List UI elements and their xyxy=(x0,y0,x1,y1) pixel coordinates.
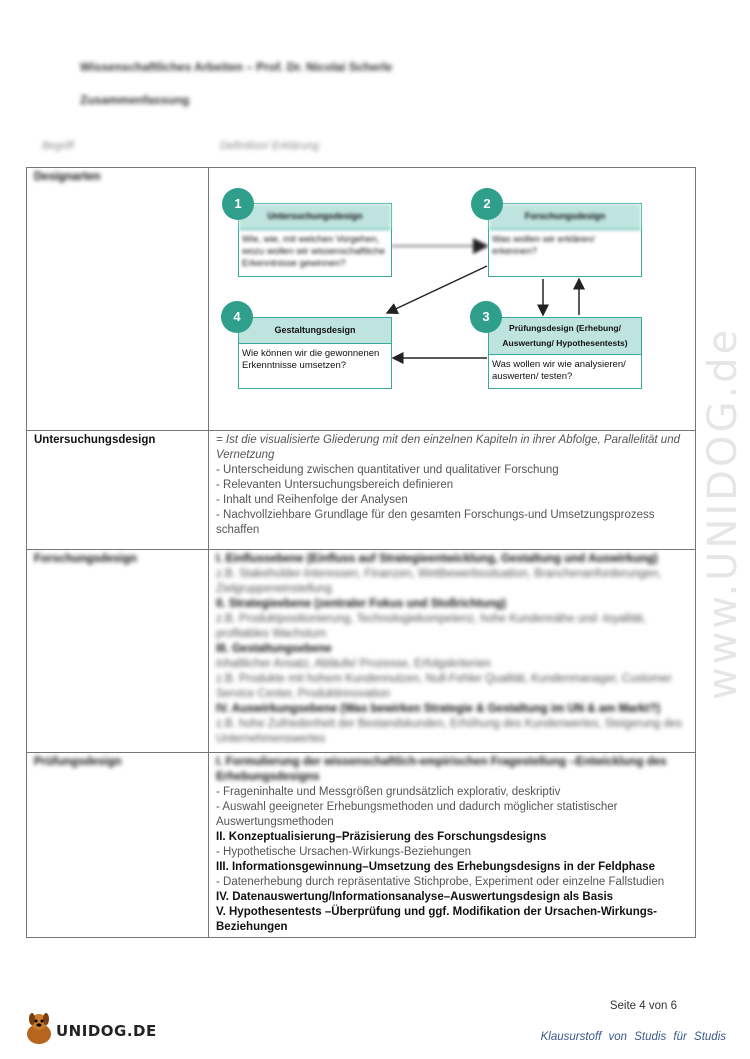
definition-line: z.B. Stakeholder-Interessen, Finanzen, Wettbewerbssituation, Branchenanforderungen, Zielgruppeneinstellung xyxy=(216,568,662,595)
definition-line: - Inhalt und Reihenfolge der Analysen xyxy=(216,494,408,506)
diagram-box-untersuchungsdesign xyxy=(238,203,392,277)
definition-line: V. Hypothesentests –Überprüfung und ggf. Modifikation der Ursachen-Wirkungs-Beziehungen xyxy=(216,906,657,933)
definition-line: I. Einflussebene (Einfluss auf Strategieentwicklung, Gestaltung und Auswirkung) xyxy=(216,553,658,565)
summary-table xyxy=(26,167,696,938)
row-definition-forschungsdesign xyxy=(209,550,696,753)
definition-line: - Datenerhebung durch repräsentative Stichprobe, Experiment oder einzelne Fallstudien xyxy=(216,876,665,888)
term-label: Prüfungsdesign xyxy=(34,756,122,768)
definition-line: - Auswahl geeigneter Erhebungsmethoden und dadurch möglicher statistischer Auswertungsmethoden xyxy=(216,801,618,828)
step-number-2: 2 xyxy=(471,188,503,220)
step-number-4: 4 xyxy=(221,301,253,333)
step-number-1: 1 xyxy=(222,188,254,220)
dog-icon xyxy=(22,1010,56,1048)
definition-line: III. Informationsgewinnung–Umsetzung des Erhebungsdesigns in der Feldphase xyxy=(216,861,655,873)
definition-line: = Ist die visualisierte Gliederung mit den einzelnen Kapiteln in ihrer Abfolge, Parallelität und Vernetzung xyxy=(216,434,680,461)
box-text: Wie, wie, mit welchen Vorgehen, wozu wollen wir wissenschaftliche Erkenntnisse gewinnen? xyxy=(242,234,386,269)
row-term-forschungsdesign xyxy=(27,550,209,753)
definition-line: - Nachvollziehbare Grundlage für den gesamten Forschungs-und Umsetzungsprozess schaffen xyxy=(216,509,655,536)
row-term-pruefungsdesign xyxy=(27,753,209,938)
definition-line: inhaltlicher Ansatz, Abläufe/ Prozesse, Erfolgskriterien xyxy=(216,658,491,670)
term-label: Designarten xyxy=(34,171,101,183)
definition-line: - Hypothetische Ursachen-Wirkungs-Beziehungen xyxy=(216,846,472,858)
column-header-definition: Definition/ Erklärung xyxy=(220,140,320,152)
page-number: Seite 4 von 6 xyxy=(609,1000,677,1012)
diagram-box-pruefungsdesign xyxy=(488,317,642,389)
row-definition-pruefungsdesign xyxy=(209,753,696,938)
definition-line: II. Konzeptualisierung–Präzisierung des Forschungsdesigns xyxy=(216,831,547,843)
table-row xyxy=(27,168,696,431)
box-title: Untersuchungsdesign xyxy=(239,204,391,230)
unidog-logo xyxy=(22,1010,157,1048)
definition-line: z.B. Produktpositionierung, Technologiekompetenz, hohe Kundennähe und -loyalität, profitables Wachstum xyxy=(216,613,647,640)
definition-line: - Unterscheidung zwischen quantitativer und qualitativer Forschung xyxy=(216,464,559,476)
definition-line: IV. Auswirkungsebene (Was bewirken Strategie & Gestaltung im UN & am Markt?) xyxy=(216,703,661,715)
box-text: Was wollen wir wie analysieren/ auswerten/ testen? xyxy=(492,359,626,382)
box-title: Gestaltungsdesign xyxy=(239,318,391,344)
watermark: www.UNIDOG.de xyxy=(700,326,746,700)
definition-line: z.B. hohe Zufriedenheit der Bestandskunden, Erhöhung des Kundenwertes, Steigerung des Unternehmenswertes xyxy=(216,718,683,745)
row-term-untersuchungsdesign: Untersuchungsdesign xyxy=(27,431,209,550)
step-number-3: 3 xyxy=(470,301,502,333)
document-subtitle: Zusammenfassung xyxy=(80,93,190,107)
box-title: Forschungsdesign xyxy=(489,204,641,230)
design-diagram-cell xyxy=(209,168,696,431)
definition-line: I. Formulierung der wissenschaftlich-empirischen Fragestellung –Entwicklung des Erhebungsdesigns xyxy=(216,756,667,783)
definition-line: IV. Datenauswertung/Informationsanalyse–Auswertungsdesign als Basis xyxy=(216,891,614,903)
logo-text: UNIDOG.DE xyxy=(56,1022,157,1040)
definition-line: z.B. Produkte mit hohem Kundennutzen, Null-Fehler Qualität, Kundenmanager, Customer Service Center, Produktinnovation xyxy=(216,673,672,700)
row-term-designarten xyxy=(27,168,209,431)
definition-line: III. Gestaltungsebene xyxy=(216,643,332,655)
table-row xyxy=(27,550,696,753)
box-text: Wie können wir die gewonnenen Erkenntnisse umsetzen? xyxy=(242,348,380,371)
definition-line: II. Strategieebene (zentraler Fokus und Stoßrichtung) xyxy=(216,598,507,610)
table-row xyxy=(27,431,696,550)
row-definition-untersuchungsdesign xyxy=(209,431,696,550)
diagram-box-forschungsdesign xyxy=(488,203,642,277)
box-text: Was wollen wir erklären/ erkennen? xyxy=(492,234,595,257)
column-header-term: Begriff xyxy=(42,140,74,152)
definition-line: - Frageninhalte und Messgrößen grundsätzlich explorativ, deskriptiv xyxy=(216,786,561,798)
definition-line: - Relevanten Untersuchungsbereich definieren xyxy=(216,479,454,491)
table-row xyxy=(27,753,696,938)
tagline: Klausurstoff von Studis für Studis xyxy=(540,1031,726,1043)
arrow-2-to-4 xyxy=(387,266,487,313)
document-title: Wissenschaftliches Arbeiten – Prof. Dr. Nicolai Scherle xyxy=(80,60,393,74)
term-label: Forschungsdesign xyxy=(34,553,137,565)
diagram-box-gestaltungsdesign xyxy=(238,317,392,389)
box-title: Prüfungsdesign (Erhebung/ Auswertung/ Hypothesentests) xyxy=(489,318,641,355)
